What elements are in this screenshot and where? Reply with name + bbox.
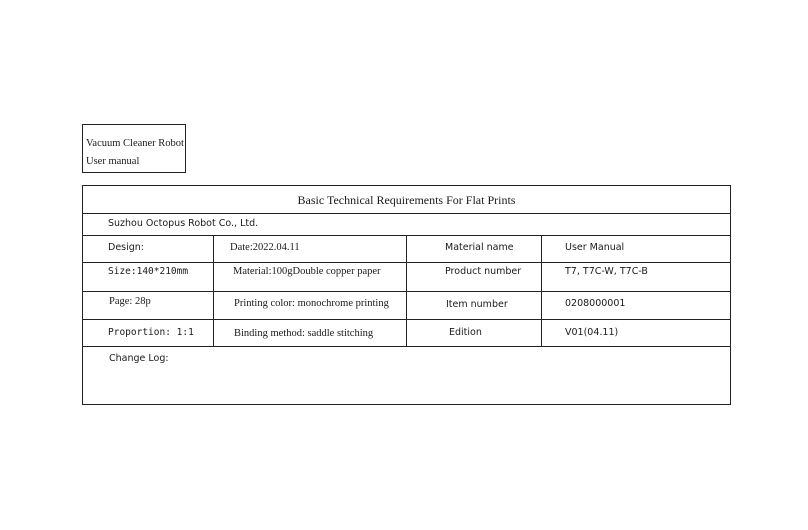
edition-value: V01(04.11) (565, 327, 619, 338)
column-divider (541, 235, 542, 346)
material-value: Material:100gDouble copper paper (233, 266, 381, 277)
edition-label: Edition (449, 327, 482, 338)
printing-color: Printing color: monochrome printing (234, 298, 389, 309)
page-count: Page: 28p (109, 296, 151, 307)
product-number-value: T7, T7C-W, T7C-B (565, 266, 648, 277)
binding-method: Binding method: saddle stitching (234, 328, 374, 339)
proportion-value: Proportion: 1:1 (108, 327, 194, 338)
row-divider (83, 346, 730, 347)
size-value: Size:140*210mm (108, 266, 189, 277)
row-divider (83, 213, 730, 214)
product-name: Vacuum Cleaner Robot (86, 138, 184, 149)
document-type: User manual (86, 156, 140, 167)
item-number-value: 0208000001 (565, 298, 626, 309)
spec-table (82, 185, 731, 405)
material-name-value: User Manual (565, 242, 625, 253)
spec-heading: Basic Technical Requirements For Flat Prints (297, 193, 516, 207)
column-divider (406, 235, 407, 346)
design-label: Design: (108, 242, 145, 253)
company-name: Suzhou Octopus Robot Co., Ltd. (108, 218, 259, 229)
column-divider (213, 235, 214, 346)
product-number-label: Product number (445, 266, 522, 277)
date-value: Date:2022.04.11 (230, 242, 300, 253)
product-title-box (82, 124, 186, 173)
item-number-label: Item number (446, 299, 508, 310)
change-log-label: Change Log: (109, 353, 169, 364)
material-name-label: Material name (445, 242, 514, 253)
